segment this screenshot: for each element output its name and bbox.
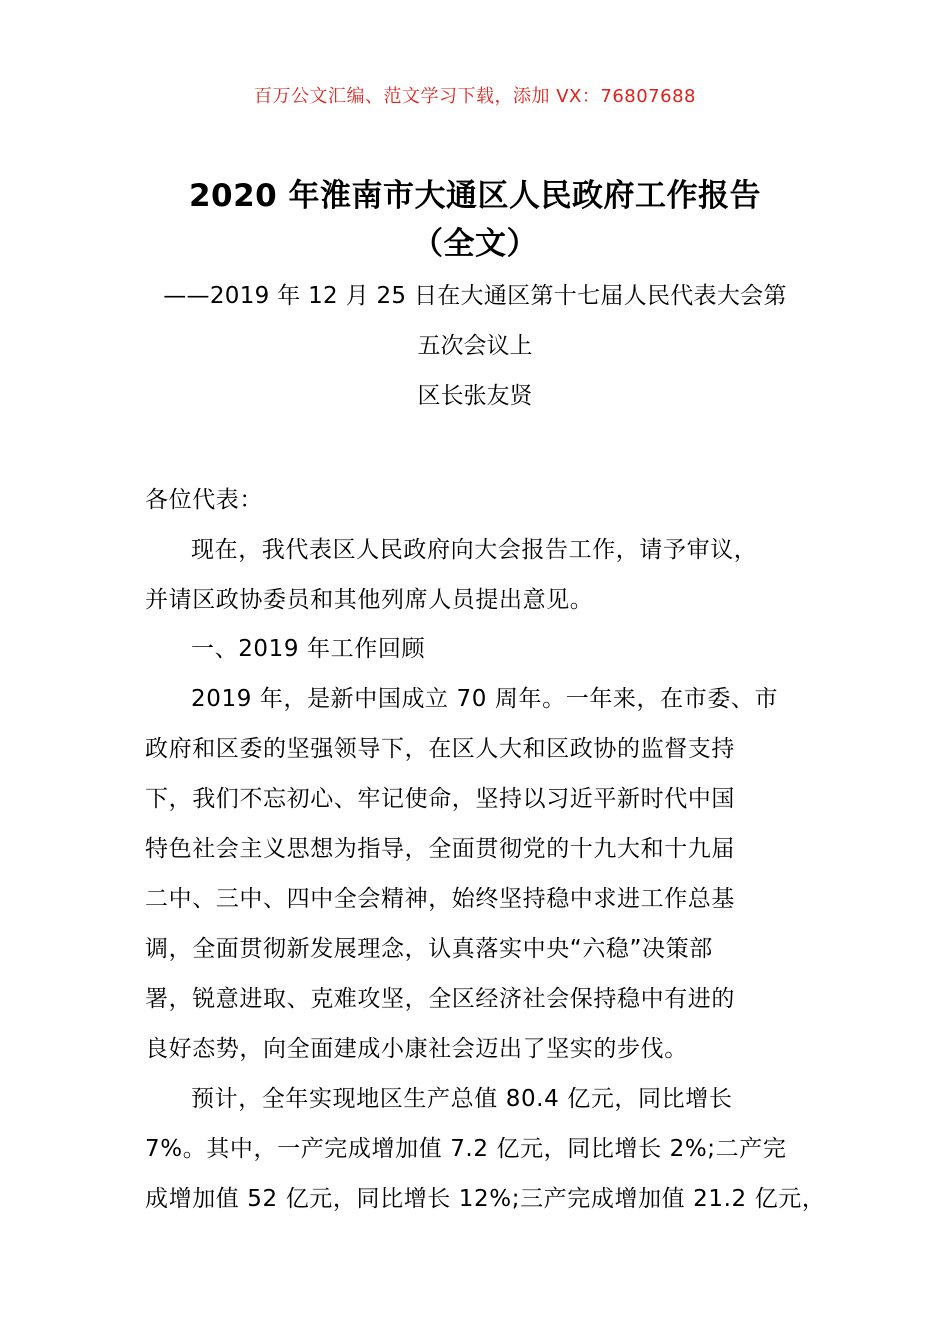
paragraph-line: 现在，我代表区人民政府向大会报告工作，请予审议， <box>191 537 758 563</box>
paragraph-line: 调，全面贯彻新发展理念，认真落实中央“六稳”决策部 <box>145 936 713 962</box>
paragraph-line: 署，锐意进取、克难攻坚，全区经济社会保持稳中有进的 <box>145 986 735 1012</box>
paragraph-line: 7%。其中，一产完成增加值 7.2 亿元，同比增长 2%;二产完 <box>145 1136 787 1162</box>
paragraph-line: 并请区政协委员和其他列席人员提出意见。 <box>145 587 594 613</box>
paragraph-line: 下，我们不忘初心、牢记使命，坚持以习近平新时代中国 <box>145 786 735 812</box>
section-heading: 一、2019 年工作回顾 <box>191 636 426 662</box>
paragraph-review <box>145 674 835 1074</box>
paragraph-intro <box>145 525 835 625</box>
greeting: 各位代表： <box>145 487 263 513</box>
subtitle-occasion-cont: 五次会议上 <box>417 333 533 359</box>
paragraph-line: 成增加值 52 亿元，同比增长 12%;三产完成增加值 21.2 亿元， <box>145 1186 826 1212</box>
paragraph-line: 良好态势，向全面建成小康社会迈出了坚实的步伐。 <box>145 1036 688 1062</box>
document-title: 2020 年淮南市大通区人民政府工作报告 <box>188 178 762 214</box>
paragraph-line: 2019 年，是新中国成立 70 周年。一年来，在市委、市 <box>191 686 779 712</box>
paragraph-economy <box>145 1074 835 1224</box>
paragraph-line: 特色社会主义思想为指导，全面贯彻党的十九大和十九届 <box>145 836 735 862</box>
speaker-line: 区长张友贤 <box>417 383 533 409</box>
header-promo-note: 百万公文汇编、范文学习下载，添加 VX：76807688 <box>254 86 696 107</box>
paragraph-line: 预计，全年实现地区生产总值 80.4 亿元，同比增长 <box>191 1086 733 1112</box>
paragraph-line: 政府和区委的坚强领导下，在区人大和区政协的监督支持 <box>145 736 735 762</box>
paragraph-line: 二中、三中、四中全会精神，始终坚持稳中求进工作总基 <box>145 886 735 912</box>
subtitle-occasion: ——2019 年 12 月 25 日在大通区第十七届人民代表大会第 <box>163 283 787 309</box>
document-title-suffix: （全文） <box>412 226 538 262</box>
